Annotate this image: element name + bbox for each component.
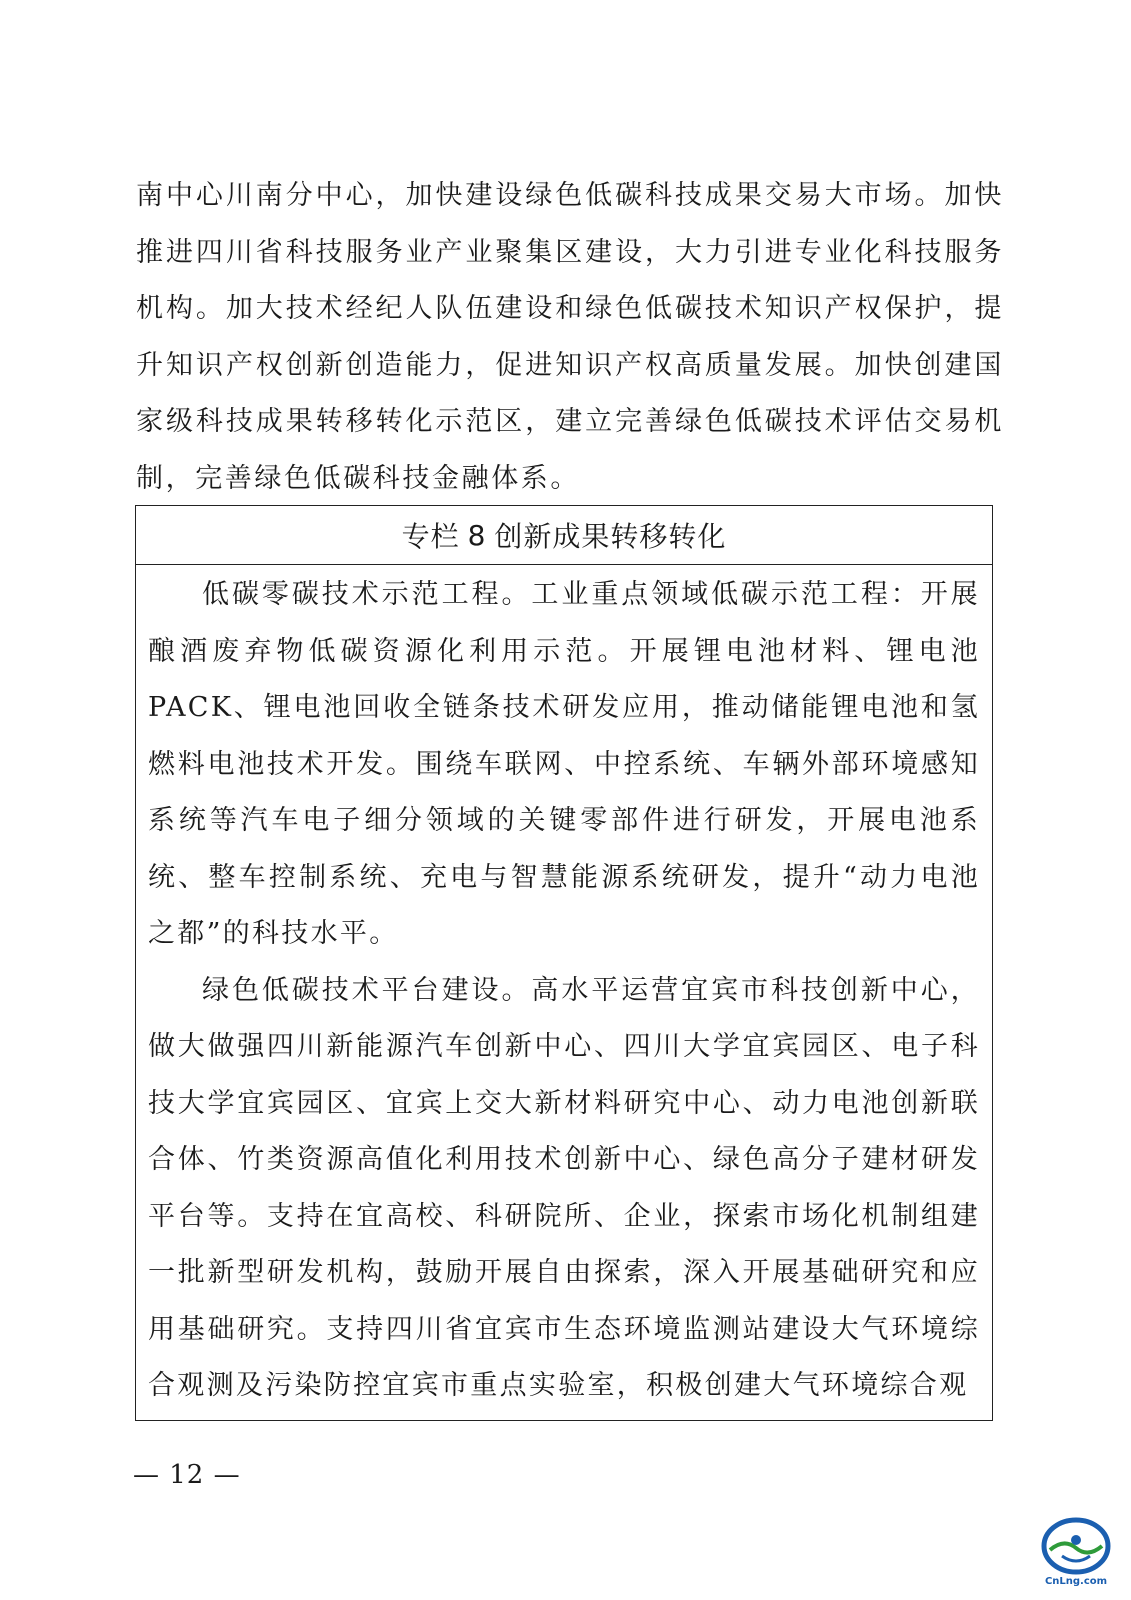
column-paragraph: [148, 567, 980, 963]
paragraph-lead: 低碳零碳技术示范工程。: [202, 579, 532, 610]
column-paragraph: [148, 963, 980, 1415]
special-column-box: [135, 505, 993, 1421]
paragraph-lead: 绿色低碳技术平台建设。: [202, 974, 532, 1006]
column-body: [136, 565, 992, 1415]
paragraph-body: 工业重点领域低碳示范工程：开展酿酒废弃物低碳资源化利用示范。开展锂电池材料、锂电池PACK、锂电池回收全链条技术研发应用，推动储能锂电池和氢燃料电池技术开发。围绕车联网、中控系统、车辆外部环境感知系统等汽车电子细分领域的关键零部件进行研发，开展电池系统、整车控制系统、充电与智慧能源系统研发，提升“动力电池之都”的科技水平。: [148, 579, 980, 949]
column-title-text: 创新成果转移转化: [494, 520, 727, 553]
column-title: [136, 506, 992, 565]
column-title-number: 8: [467, 518, 487, 552]
page-number: — 12 —: [133, 1460, 241, 1490]
intro-paragraph: 南中心川南分中心，加快建设绿色低碳科技成果交易大市场。加快推进四川省科技服务业产业聚集区建设，大力引进专业化科技服务机构。加大技术经纪人队伍建设和绿色低碳技术知识产权保护，提升知识产权创新创造能力，促进知识产权高质量发展。加快创建国家级科技成果转移转化示范区，建立完善绿色低碳技术评估交易机制，完善绿色低碳科技金融体系。: [136, 180, 1004, 494]
paragraph-body: 高水平运营宜宾市科技创新中心，做大做强四川新能源汽车创新中心、四川大学宜宾园区、电子科技大学宜宾园区、宜宾上交大新材料研究中心、动力电池创新联合体、竹类资源高值化利用技术创新中心、绿色高分子建材研发平台等。支持在宜高校、科研院所、企业，探索市场化机制组建一批新型研发机构，鼓励开展自由探索，深入开展基础研究和应用基础研究。支持四川省宜宾市生态环境监测站建设大气环境综合观测及污染防控宜宾市重点实验室，积极创建大气环境综合观: [148, 974, 980, 1401]
cnlng-logo-icon: [1036, 1510, 1116, 1590]
svg-text:CnLng.com: CnLng.com: [1044, 1576, 1108, 1587]
column-title-prefix: 专栏: [401, 520, 460, 553]
